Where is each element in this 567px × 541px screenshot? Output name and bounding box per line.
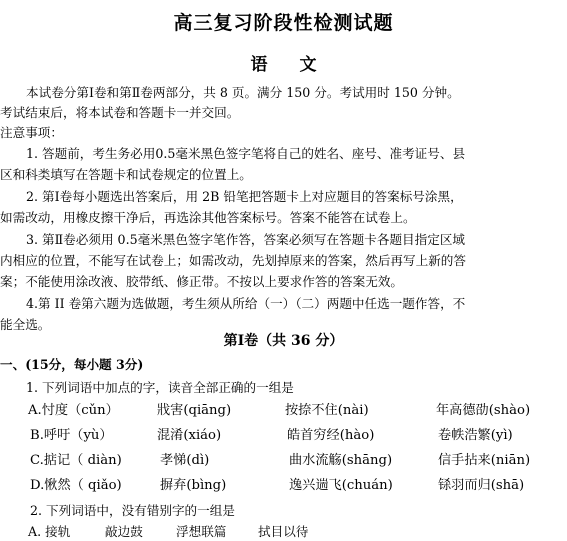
section-heading: 第Ⅰ卷（共 36 分）: [223, 333, 344, 349]
part-one-heading: 一、(15分，每小题 3分): [0, 357, 144, 372]
notice-item-4: 4.第 II 卷第六题为选做题，考生须从所给（一）（二）两题中任选一题作答，不: [26, 296, 466, 311]
notice-heading: 注意事项：: [0, 125, 63, 140]
q2-option-a-4: 拭目以待: [258, 524, 309, 539]
subject-char-1: 语: [250, 55, 268, 75]
intro-line-1: 本试卷分第Ⅰ卷和第Ⅱ卷两部分，共 8 页。满分 150 分。考试用时 150 分钟。: [26, 85, 460, 100]
option-d-2: 摒弃(bìng): [160, 478, 227, 493]
option-d-3: 逸兴遄飞(chuán): [289, 478, 393, 493]
notice-item-3-cont-1: 内相应的位置，不能写在试卷上；如需改动，先划掉原来的答案，然后再写上新的答: [0, 253, 466, 268]
option-c-1: C.掂记（ diàn): [30, 453, 122, 468]
option-c-4: 信手拈来(niān): [438, 453, 531, 468]
q2-option-a-2: 敲边鼓: [105, 524, 143, 539]
notice-item-4-cont: 能全选。: [0, 317, 51, 332]
notice-item-2: 2. 第Ⅰ卷每小题选出答案后，用 2B 铅笔把答题卡上对应题目的答案标号涂黑，: [26, 189, 463, 204]
notice-item-1: 1. 答题前，考生务必用0.5毫米黑色签字笔将自己的姓名、座号、准考证号、县: [26, 146, 466, 161]
option-b-1: B.呼吁（yù）: [30, 428, 113, 443]
notice-item-1-cont: 区和科类填写在答题卡和试卷规定的位置上。: [0, 167, 252, 182]
option-b-3: 皓首穷经(hào): [287, 428, 375, 443]
option-b-4: 卷帙浩繁(yì): [438, 428, 513, 443]
question-1: 1. 下列词语中加点的字，读音全部正确的一组是: [26, 380, 294, 395]
option-a-1: A.忖度（cǔn）: [28, 403, 119, 418]
notice-item-3: 3. 第Ⅱ卷必须用 0.5毫米黑色签字笔作答，答案必须写在答题卡各题目指定区域: [26, 232, 466, 247]
option-d-4: 铩羽而归(shā): [438, 478, 525, 493]
intro-line-2: 考试结束后，将本试卷和答题卡一并交回。: [0, 105, 240, 120]
notice-item-2-cont: 如需改动，用橡皮擦干净后，再选涂其他答案标号。答案不能答在试卷上。: [0, 210, 416, 225]
q2-option-a-3: 浮想联篇: [176, 524, 227, 539]
option-d-1: D.愀然（ qiǎo): [30, 478, 122, 493]
option-b-2: 混淆(xiáo): [157, 428, 222, 443]
exam-title: 高三复习阶段性检测试题: [173, 12, 394, 34]
subject-char-2: 文: [299, 55, 317, 75]
option-a-4: 年高德劭(shào): [436, 403, 531, 418]
question-2: 2. 下列词语中，没有错别字的一组是: [30, 503, 235, 518]
notice-item-3-cont-2: 案；不能使用涂改液、胶带纸、修正带。不按以上要求作答的答案无效。: [0, 274, 403, 289]
option-c-3: 曲水流觞(shāng): [289, 453, 393, 468]
option-a-3: 按捺不住(nài): [285, 403, 369, 418]
option-a-2: 戕害(qiāng): [157, 403, 232, 418]
subject-heading: [0, 50, 567, 75]
option-c-2: 孝悌(dì): [160, 453, 210, 468]
q2-option-a-1: A. 接轨: [28, 524, 71, 539]
